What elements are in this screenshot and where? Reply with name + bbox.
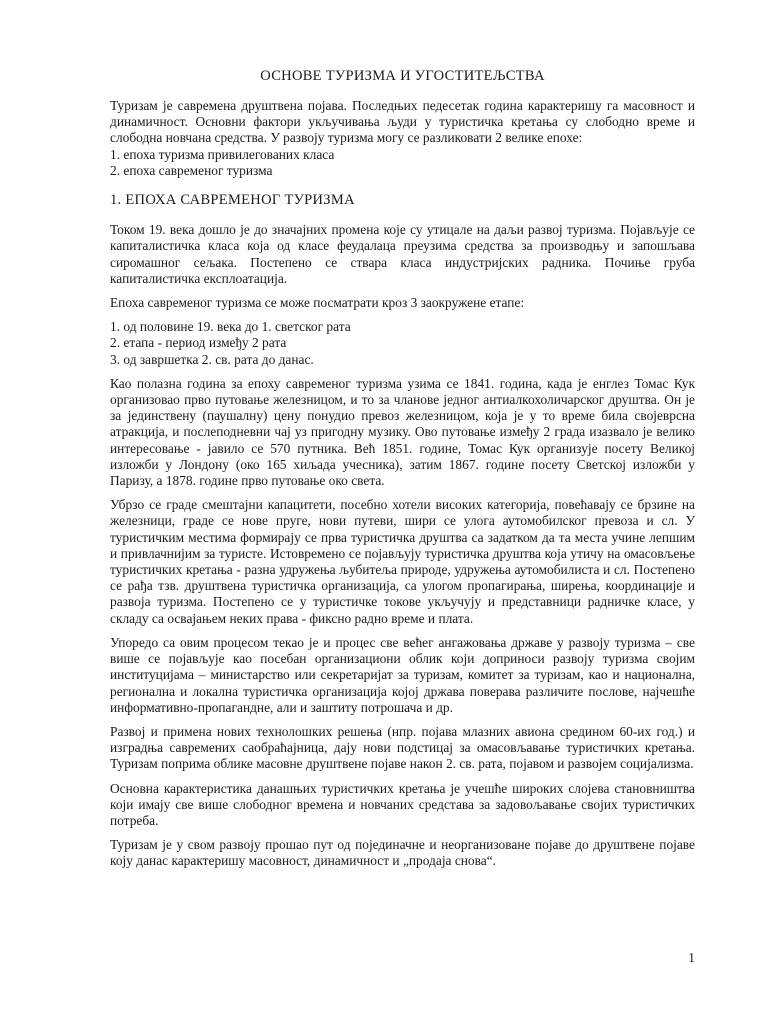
paragraph: Основна карактеристика данашњих туристичких кретања је учешће широких слојева становништва који имају све више слободног времена и новчаних средстава за задовољавање својих туристичких потреба.: [110, 780, 695, 828]
paragraph: Током 19. века дошло је до значајних промена које су утицале на даљи развој туризма. Појављује се капиталистичка класа која од класе феудалаца преузима средства за производњу и запошљава сиромашног сељака. Постепено се ствара класа индустријских радника. Почиње груба капиталистичка експлоатација.: [110, 222, 695, 286]
epochs-list: [110, 147, 695, 179]
page-number: 1: [688, 950, 695, 965]
list-item: 3. од завршетка 2. св. рата до данас.: [110, 351, 314, 367]
document-body: [110, 98, 695, 870]
paragraph: Убрзо се граде смештајни капацитети, посебно хотели високих категорија, повећавају се брзине на железници, граде се нове пруге, нови путеви, шири се улога аутомобилског превоза и сл. У туристичким местима формирају се прва туристичка друштва са задатком да та места учине лепшим и привлачнијим за туристе. Истовремено се појављују туристичка друштва која утичу на омасовљење туристичких кретања - разна удружења љубитеља природе, удружења аутомобилиста и сл. Постепено се рађа тзв. друштвена туристичка организација, са улогом пропагирања, ширења, координације и развоја туризма. Постепено се у туристичке токове укључују и представници радничке класе, у складу са освајањем неких права - фиксно радно време и плата.: [110, 497, 695, 626]
list-item: 2. епоха савременог туризма: [110, 162, 273, 178]
list-item: 2. етапа - период између 2 рата: [110, 335, 287, 351]
paragraph: Туризам је у свом развоју прошао пут од појединачне и неорганизоване појаве до друштвене појаве коју данас карактеришу масовност, динамичност и „продаја снова“.: [110, 837, 695, 869]
intro-paragraph: Туризам је савремена друштвена појава. Последњих педесетак година карактеришу га масовност и динамичност. Основни фактори укључивања људи у туристичка кретања су слободно време и слободна новчана средства. У развоју туризма могу се разликовати 2 велике епохе:: [110, 98, 695, 146]
paragraph: Епоха савременог туризма се може посматрати кроз 3 заокружене етапе:: [110, 295, 525, 311]
paragraph: Као полазна година за епоху савременог туризма узима се 1841. година, када је енглез Томас Кук организовао прво путовање железницом, и то за чланове једног антиалкохоличарског друштва. Он је за јединствену (паушалну) цену понудио превоз железницом, која је у то време била својеврсна атракција, и послеподневни чај уз пригодну музику. Ово путовање између 2 града изазвало је велико интересовање - јавило се 570 путника. Већ 1851. године, Томас Кук организује посету Великој изложби у Лондону (око 165 хиљада учесника), затим 1867. године посету Светској изложби у Паризу, а 1878. године прво путовање око света.: [110, 375, 695, 489]
stages-list: [110, 319, 695, 368]
list-item: 1. од половине 19. века до 1. светског рата: [110, 319, 351, 335]
list-item: 1. епоха туризма привилегованих класа: [110, 146, 335, 162]
paragraph: Упоредо са овим процесом текао је и процес све већег ангажовања државе у развоју туризма – све више се појављује као посебан организациони облик који доприноси развоју туризма својим институцијама – министарство или секретаријат за туризам, комитет за туризам, као и национална, регионална и локална туристичка организација којој држава поверава различите послове, најчешће информативно-пропагандне, али и заштиту потрошача и др.: [110, 634, 695, 715]
document-title: ОСНОВЕ ТУРИЗМА И УГОСТИТЕЉСТВА: [260, 68, 545, 84]
document-page: [110, 0, 695, 1024]
section-heading: 1. ЕПОХА САВРЕМЕНОГ ТУРИЗМА: [110, 192, 355, 209]
paragraph: Развој и примена нових технолошких решења (нпр. појава млазних авиона средином 60-их год.) и изградња савремених саобраћајница, дају нови подстицај за омасовљавање туристичких кретања. Туризам поприма облике масовне друштвене појаве након 2. св. рата, појавом и развојем социјализма.: [110, 723, 695, 772]
